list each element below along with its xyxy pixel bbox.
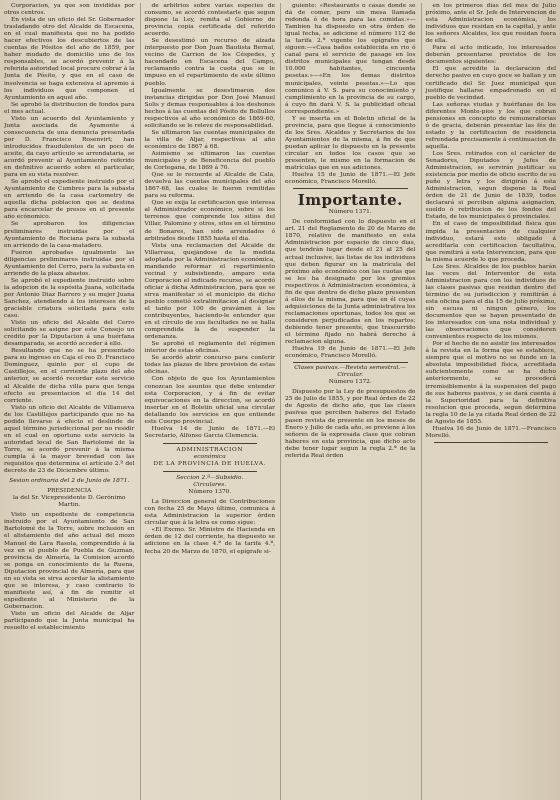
article-paragraph: La Direccion general de Contribuciones con fecha 25 de Mayo último, comunica á esta Administracion la superior órden circular que á la letra es como sigue: — [144, 499, 275, 527]
article-paragraph: Huelva 19 de Junio de 1871.—El Jefe económico, Francisco Morelló. — [285, 346, 416, 360]
article-paragraph: Visto un oficio del Alcalde de Villanueva de los Castillejos participando que no ha podido llevarse á efecto el deslinde de aquel término jurisdiccional por no residir en el cual en oportuno este servicio la autoridad local de San Bartolomé de la Torre, se acordó prevenir á la misma cumpla á la mayor brevedad con las requisitos que determina el artículo 2.º del decreto de 23 de Diciembre último. — [4, 404, 135, 475]
article-paragraph: Los Sres. Alcaldes de los pueblos harán las veces del Interventor de esta Administracion para con los individuos de las clases pasivas que residan dentro del término de su jurisdiccion y remitirán á esta oficina para el dia 15 de Julio próximo, sin escusa ni ningun género, los documentos que se hayan presentado de los interesados con una nota individual y las observaciones que consideren convenientes respecto de los mismos. — [425, 263, 556, 341]
section-divider — [163, 443, 258, 444]
article-paragraph: Se ultimaron las cuentas municipales de la villa de Aljar, respectivas al año económico de 1867 á 68. — [144, 129, 275, 150]
section-subtitle: Sesion ordinaria del 2 de Junio de 1871. — [9, 478, 130, 485]
section-title: la del Sr. Vicepresidente D. Gerónimo Martin. — [13, 495, 126, 509]
article-paragraph: Por el hecho de no asistir los interesados á la revista en la forma que se establece, siempre que el motivo no se funde en la absoluta imposibilidad física, acreditada suficientemente como se ha dicho anteriormente, se procederá irremisiblemente á la suspension del pago de sus haberes pasivos, y se dará cuenta á la Superioridad para la definitiva resolucion que proceda, segun determina la regla 10 de la ya citada Real órden de 22 de Agosto de 1855. — [425, 341, 556, 425]
article-paragraph: Se aprobaron los diligencias preliminares instruidas por el Ayuntamiento de Rociana para la subasta en arriendo de la casa-matadero. — [4, 221, 135, 249]
article-paragraph: Con objeto de que los Ayuntamientos conozcan los asuntos que debe entender esta Corporacion, y á fin de evitar equivocaciones en la direccion, se acordó insertar en el Boletin oficial una circular detallando los servicios en que entiende este Cuerpo provincial. — [144, 376, 275, 425]
section-divider — [163, 471, 258, 472]
article-paragraph: Y se inserta en el Boletin oficial de la provincia, para que llegue á conocimiento de los Sres. Alcaldes y Secretarios de los Ayuntamientos de la misma, á fin de que puedan aplicar lo dispuesto en la presente circular en todos los casos que se presenten, le mismo en la formacion de matrículas que en sus adiciones. — [285, 115, 416, 172]
article-paragraph: Igualmente se desestimaron dos instancias dirigidas por Don José Manuel Solis y demas responsables á los deshonos hechos á las cuentas del Pósito de Bollullos respectivos al año económico de 1869-60, solicitando se le releve de responsabilidad. — [144, 87, 275, 129]
article-paragraph: Dispuesto por la Ley de presupuestos de 25 de Julio de 1855, y por Real órden de 22 de Agosto de dicho año, que las clases pasivas que perciben haberes del Estado pasen revista de presente en los meses de Enero y Julio de cada año, se previene á los señores de la expresada clase que cobran haberes en esta provincia, que dicho acto debe tener lugar segun la regla 2.ª de la referida Real órden — [285, 389, 416, 459]
section-header: ADMINISTRACION — [176, 446, 244, 453]
article-paragraph: Los Sres. retirados con el carácter de Senadores, Diputados y Jefes de Administracion, se servirán justificar su existencia por medio de oficio escrito de su puño y letra y los dirigirán á esta Administracion, segun dispone la Real órden de 21 de Junio de 1839, todos declarará si perciben alguna asignacion, sueldo ó retribucion de los fondos del Estado, de los municipales ó provinciales. — [425, 150, 556, 221]
article-paragraph: Se aprobó la distribucion de fondos para el mes actual. — [4, 101, 135, 115]
article-paragraph: El que acredite la declaracion del derecho pasivo en cuyo goce se hallan y un certificado del Sr. Juez municipal que justifique hallarse empadronado en el pueblo de vecindad. — [425, 66, 556, 101]
article-paragraph: Huelva 14 de Junio de 1871.—El Secretario, Alfonso Garcia Clemencia. — [144, 425, 275, 439]
section-header: DE LA PROVINCIA DE HUELVA. — [153, 461, 267, 467]
section-title: Número 1370. — [188, 489, 232, 496]
article-paragraph: Se aprobó el expediente instruido sobre la adopcion de la espósita Juana, solicitada por Antonio Diaz Barrero y su mujer Juana Sanchez, atendiendo á los intereses de la graciable criatura solicitada para este caso. — [4, 277, 135, 320]
article-paragraph: Visto un acuerdo del Ayuntamiento y Junta asociada de Ayamonte á consecuencia de una denuncia presentada por D. Francisco Rosenvirt; han introducidos fraudulentos de un poco de aceite, da cayo artículo se arrendataria, se acordó prevenir al Ayuntamiento referido en definitivo acuerdo sobre el particular, para en su vista resolver. — [4, 115, 135, 179]
article-paragraph: De conformidad con lo dispuesto en el art. 21 del Reglamento de 20 de Marzo de 1870, relativo de manifiesto en esta Administracion por espacio de cinco dias, que tendrán lugar desde el 21 al 25 del actual inclusive, las listas de los individuos que deben figurar en la matrícula del próximo año económico con las cuotas que se les ha designado por los gremios respectivos ó Administracion económica, á fin de que dentro de dicho plazo presenten á ellos de la misma, para que en él cuyas adquisiciones de la Junta administrativa los reclamaciones oportunas, todos los que se consideren perjudicados en los repartos; debiendo tener presente, que trascurrido el término fijado no habrá derecho á reclamacion alguna. — [285, 219, 416, 346]
article-paragraph: Se acordó abrir concurso para conferir todas las plazas de libre provision de estas oficinas. — [144, 355, 275, 376]
article-paragraph: Resultando que no se ha presentado para su ingreso en Caja el reo D. Francisco Dominguez, quinto por el cupo de Castillejos, en el corriente plazo del año anterior, se acordó recordar este servicio al Alcalde de dicha villa para que tenga efecto su presentacion el dia 14 del corriente. — [4, 348, 135, 404]
article-paragraph: En el caso de imposibilidad física que impida la presentacion de cualquier individuo, estará este obligado á acreditarla con certificacion facultativa, que remitirá á esta Intervencion, para que la misma acuerde lo que proceda. — [425, 221, 556, 263]
article-paragraph: «El Excmo. Sr. Ministro de Hacienda en órden de 12 del corriente, ha dispuesto se adicione en la clase 4.ª de la tarifa 4.ª, fecha 20 de Marzo de 1870, el epígrafe si- — [144, 527, 275, 555]
section-subtitle: Seccion 2.ª—Subsidio. — [176, 475, 244, 482]
article-paragraph: Se aprobó el reglamento del régimen interior de estas oficinas. — [144, 341, 275, 355]
article-paragraph: Se desestimó un recurso de alzada interpuesto por Don Juan Bautista Bernal, vecino de Carrion de los Céspedes, y hacendado en Escacena del Campo, reclamando contra la cuota que se le impuso en el repartimiento de este último pueblo. — [144, 38, 275, 87]
section-divider — [293, 188, 408, 189]
article-paragraph: Visto un expediente de competencia instruido por el Ayuntamiento de San Bartolomé de la Torre, sobre inclusion en el alistamiento del año actual del mozo Manuel de Lara Rasola, comprendido á la vez en el pueblo de Puebla de Guzman, provincia de Almería, la Comision acordó se ponga en conocimiento de la Ruena, Diputacion provincial de Almería, para que en su vista se sirva acordar la alistamiento que se interesa, y caso contrario lo manifieste así, á fin de remitir el expediente al Ministerio de la Gobernacion. — [4, 512, 135, 610]
article-paragraph: Para el acto indicado, los interesados deberán presentarse provistos de los documentos siguientes: — [425, 45, 556, 66]
section-heading: Importante. — [297, 191, 403, 210]
section-divider — [293, 362, 408, 363]
section-subtitle: Clases pasivas.—Revista semestral.—Circular. — [294, 365, 407, 379]
section-subtitle: económica — [193, 453, 226, 460]
column-2 — [140, 3, 276, 800]
article-paragraph: guiente: «Restaurants ó casas donde se dá de comer, pero sin mesa llamada redonda ó de hora para las comidas.»—Tambien ha dispuesto en otra órden de igual fecha, se adicione el número 112 de la tarifa 2.ª vigente los epígrafes que siguen:—«Casa baños establecida en rio ó canal para el servicio de pasage en los distritos municipales que tengan desde 10.000 habitantes, cincuenta pesetas.»—«En los demas distritos municipales, veinte pesetas.»—Lo que comunico á V. S. para su conocimiento y cumplimiento en la provincia de su cargo, á cuyo fin dará V. S. la publicidad oficial correspondiente.» — [285, 3, 416, 115]
article-paragraph: Corporacion, ya que son invididas por otros centros. — [4, 3, 135, 17]
article-paragraph: de arbitrios sobre varias especies de consumo, se acordó contestarle que segun dispone la Ley, remita al Gobierno de provincia copia certificada del referido acuerdo. — [144, 3, 275, 38]
article-paragraph: en los primeros dias del mes de Julio próximo, ante el Sr. Jefe de Intervencion de esta Administracion económica, los individuos que residan en la capital, y ante los señores Alcaldes, los que residan fuera de ella. — [425, 3, 556, 45]
section-title: PRESIDENCIA — [47, 488, 92, 495]
article-paragraph: Huelva 15 de Junio de 1871.—El Jefe económico, Francisco Morelló. — [285, 172, 416, 186]
article-paragraph: Visto un oficio del Alcalde del Cerro solicitando se asigne por este Consejo un crédito por la Diputacion á una huérfana desamparada, se acordó acceder á ello. — [4, 320, 135, 348]
article-paragraph: Fueron aprobadas igualmente las diligencias preliminares instruidas por el Ayuntamiento del Cerro, para la subasta en arriendo de la plaza abastos. — [4, 249, 135, 277]
article-paragraph: Visto un oficio del Alcalde de Aljar participando que la Junta municipal ha resuelto el establecimiento — [4, 610, 135, 632]
column-1 — [4, 3, 135, 800]
section-subtitle: Circulares. — [193, 482, 227, 489]
article-paragraph: Que se le recuerde al Alcalde de Cala, devuelva las cuentas municipales del año 1867-68, las cuales le fueron remitidas para su reforma. — [144, 172, 275, 200]
article-paragraph: Se aprobó el expediente instruido por el Ayuntamiento de Cumbres para la subasta en arriendo de la casa cartometry de aquella dicha poblacion que se destina para encarcelar de presos en el presente año ecónomico. — [4, 179, 135, 221]
article-paragraph: Las señoras viudas y huérfanas de los diferentes Monte-pios y los que cobran pensiones en concepto de remuneratorias ó de gracia, deberán presentar las fés de estado y la certificacion de residencia refrendada precisamente á continuacion de aquella. — [425, 101, 556, 150]
section-divider — [434, 442, 549, 443]
article-paragraph: Asimismo se ultimaron las cuentas municipales y de Beneficencia del pueblo de Cortegana, de 1869 á 70. — [144, 150, 275, 172]
article-paragraph: En vista de un oficio del Sr. Gobernador trasladando otro del Alcalde de Escacena, en el cual manifiesta que no ha podido hacer efectivos los descubiertos de las cuentas de Pósitos del año de 1859, por haber mudado de domicilio uno de los responsables, se acordó prevenir á la referida autoridad local procure cobrar á la Junta de Pósito, y que en el caso de insolvencia se haga extensiva el apremio á los individuos que componen el Ayuntamiento en aquel año. — [4, 17, 135, 101]
column-4 — [421, 3, 557, 800]
section-title: Número 1371. — [328, 209, 372, 216]
section-title: Número 1372. — [328, 379, 372, 386]
article-paragraph: Vista una reclamacion del Alcalde de Villarrasa, quejándose de la medida adoptada por la Administracion económica, mandando reformar el repartimiento vecinal y subsistiendo, amparo esta Corporacion el indicado recurso, se acordó oficiar á dicha Administracion, para que se sirva manifestar si el municipio de dicho pueblo cometió extralimitacion al designar el tanto por 100 de gravámen á los contribuyentes, haciendo-le entender que en el círculo de sus facultades no se halla comprendida la de suspender la ordenanza. — [144, 242, 275, 341]
article-paragraph: Que se exija la certificacion que interesa al Administrador económico, sobre si los terrenos que comprende los sitios del Villar, Palomino y otros, sitos en el término de Bonares, han sido arrendados ó arbitrados desde 1855 hasta el dia. — [144, 200, 275, 242]
column-3 — [280, 3, 416, 800]
article-paragraph: Huelva 16 de Junio de 1871.—Francisco Morelló. — [425, 425, 556, 439]
